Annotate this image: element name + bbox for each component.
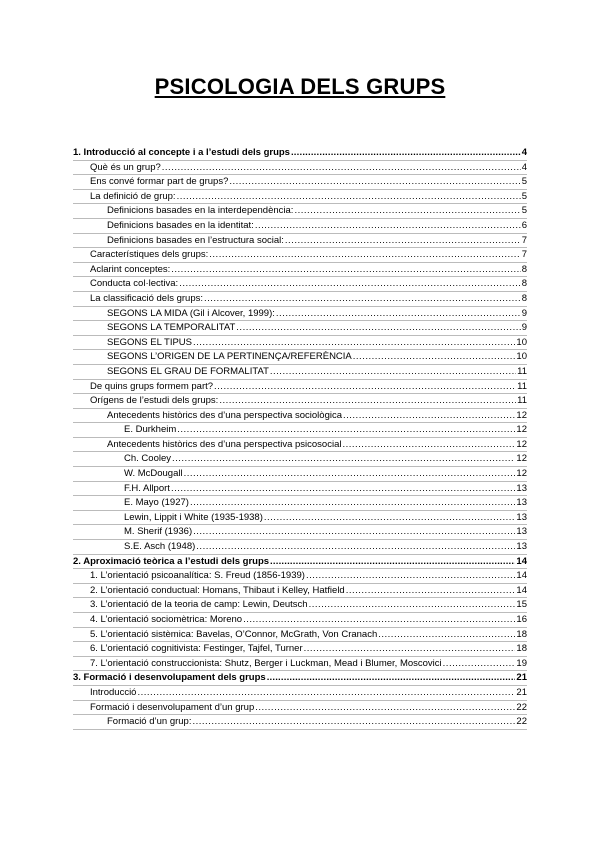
toc-leader-dots — [346, 584, 516, 599]
toc-entry-label: SEGONS EL GRAU DE FORMALITAT — [107, 365, 269, 377]
toc-entry-label: 3. L’orientació de la teoria de camp: Lewin, Deutsch — [90, 599, 308, 611]
toc-entry-label: 5. L’orientació sistèmica: Bavelas, O’Connor, McGrath, Von Cranach — [90, 628, 378, 640]
toc-entry-label: SEGONS LA TEMPORALITAT — [107, 322, 236, 334]
toc-leader-dots — [229, 175, 520, 190]
toc-entry[interactable] — [73, 525, 527, 540]
toc-leader-dots — [294, 204, 520, 219]
page-title: PSICOLOGIA DELS GRUPS — [154, 74, 446, 99]
toc-leader-dots — [270, 555, 515, 570]
toc-entry-label: W. McDougall — [124, 468, 183, 480]
toc-entry-label: Antecedents històrics des d’una perspectiva psicosocial — [107, 438, 342, 450]
toc-leader-dots — [342, 438, 515, 453]
toc-entry[interactable] — [73, 438, 527, 453]
toc-entry-label: 2. L’orientació conductual: Homans, Thibaut i Kelley, Hatfield — [90, 584, 345, 596]
toc-entry-page-number: 8 — [521, 292, 527, 304]
toc-leader-dots — [270, 365, 516, 380]
toc-leader-dots — [171, 263, 520, 278]
toc-entry[interactable] — [73, 146, 527, 161]
toc-entry[interactable] — [73, 452, 527, 467]
toc-entry-label: E. Mayo (1927) — [124, 497, 189, 509]
toc-leader-dots — [255, 701, 515, 716]
toc-entry-page-number: 4 — [521, 147, 527, 158]
toc-leader-dots — [196, 540, 515, 555]
toc-entry[interactable] — [73, 423, 527, 438]
toc-entry-page-number: 22 — [516, 701, 527, 713]
toc-entry-page-number: 9 — [521, 307, 527, 319]
toc-entry[interactable] — [73, 234, 527, 249]
toc-entry-page-number: 12 — [516, 409, 527, 421]
toc-entry[interactable] — [73, 715, 527, 730]
toc-entry-page-number: 9 — [521, 322, 527, 334]
toc-entry-label: S.E. Asch (1948) — [124, 541, 196, 553]
toc-leader-dots — [353, 350, 516, 365]
toc-entry-label: Introducció — [90, 686, 137, 698]
toc-leader-dots — [190, 496, 515, 511]
toc-entry-page-number: 13 — [516, 541, 527, 553]
toc-entry-label: Què és un grup? — [90, 161, 161, 173]
toc-entry-label: Conducta col·lectiva: — [90, 278, 179, 290]
toc-entry-label: Ch. Cooley — [124, 453, 171, 465]
toc-entry[interactable] — [73, 642, 527, 657]
toc-entry[interactable] — [73, 292, 527, 307]
toc-entry-label: De quins grups formem part? — [90, 380, 214, 392]
toc-entry-page-number: 8 — [521, 278, 527, 290]
toc-entry-label: Orígens de l’estudi dels grups: — [90, 395, 219, 407]
toc-entry-page-number: 12 — [516, 438, 527, 450]
toc-leader-dots — [179, 277, 521, 292]
toc-entry[interactable] — [73, 336, 527, 351]
toc-entry-label: La classificació dels grups: — [90, 292, 203, 304]
toc-entry-page-number: 19 — [516, 657, 527, 669]
toc-entry-label: 1. Introducció al concepte i a l’estudi dels grups — [73, 147, 290, 158]
toc-entry-label: Definicions basades en la interdependència: — [107, 205, 294, 217]
toc-entry[interactable] — [73, 263, 527, 278]
toc-entry[interactable] — [73, 409, 527, 424]
toc-leader-dots — [291, 146, 521, 161]
toc-entry[interactable] — [73, 219, 527, 234]
toc-leader-dots — [192, 715, 515, 730]
toc-entry-page-number: 10 — [516, 351, 527, 363]
toc-entry-page-number: 6 — [521, 219, 527, 231]
toc-entry-page-number: 22 — [516, 716, 527, 728]
toc-leader-dots — [236, 321, 520, 336]
toc-entry-page-number: 21 — [516, 686, 527, 698]
toc-entry-label: SEGONS LA MIDA (Gil i Alcover, 1999): — [107, 307, 275, 319]
toc-leader-dots — [378, 628, 515, 643]
toc-entry[interactable] — [73, 248, 527, 263]
toc-leader-dots — [309, 598, 516, 613]
toc-entry[interactable] — [73, 350, 527, 365]
toc-leader-dots — [209, 248, 520, 263]
toc-entry-page-number: 13 — [516, 526, 527, 538]
toc-leader-dots — [219, 394, 516, 409]
toc-entry-label: 4. L’orientació sociomètrica: Moreno — [90, 614, 243, 625]
toc-entry-page-number: 12 — [516, 468, 527, 480]
toc-entry-page-number: 12 — [516, 453, 527, 465]
toc-entry-page-number: 5 — [521, 205, 527, 217]
toc-entry-page-number: 14 — [516, 584, 527, 596]
toc-leader-dots — [162, 161, 521, 176]
toc-entry-label: La definició de grup: — [90, 190, 176, 202]
toc-entry-label: 2. Aproximació teòrica a l’estudi dels grups — [73, 555, 270, 567]
toc-entry-page-number: 7 — [521, 249, 527, 261]
toc-entry-page-number: 18 — [516, 628, 527, 640]
toc-entry-label: Definicions basades en la identitat: — [107, 219, 254, 231]
toc-entry[interactable] — [73, 161, 527, 176]
toc-entry-page-number: 16 — [516, 614, 527, 625]
toc-entry-page-number: 21 — [516, 672, 527, 684]
toc-entry-page-number: 13 — [516, 482, 527, 494]
toc-entry[interactable] — [73, 277, 527, 292]
toc-leader-dots — [276, 307, 521, 322]
toc-entry[interactable] — [73, 307, 527, 322]
toc-leader-dots — [304, 642, 516, 657]
toc-entry-label: Definicions basades en l’estructura social: — [107, 234, 284, 246]
toc-entry-label: Ens convé formar part de grups? — [90, 176, 229, 188]
toc-leader-dots — [285, 234, 521, 249]
toc-entry[interactable] — [73, 482, 527, 497]
toc-entry[interactable] — [73, 511, 527, 526]
toc-entry-label: Formació i desenvolupament d’un grup — [90, 701, 255, 713]
toc-entry-label: 7. L’orientació construccionista: Shutz, Berger i Luckman, Mead i Blumer, Moscovici — [90, 657, 442, 669]
toc-entry[interactable] — [73, 380, 527, 395]
toc-entry-page-number: 14 — [516, 570, 527, 582]
toc-entry[interactable] — [73, 701, 527, 716]
toc-leader-dots — [193, 336, 515, 351]
toc-entry[interactable] — [73, 321, 527, 336]
toc-entry[interactable] — [73, 686, 527, 701]
toc-entry[interactable] — [73, 628, 527, 643]
toc-leader-dots — [255, 219, 521, 234]
toc-entry-page-number: 5 — [521, 176, 527, 188]
toc-leader-dots — [343, 409, 515, 424]
toc-leader-dots — [171, 482, 515, 497]
toc-entry-label: SEGONS EL TIPUS — [107, 336, 192, 348]
toc-entry-label: 1. L’orientació psicoanalítica: S. Freud (1856-1939) — [90, 570, 305, 582]
toc-entry[interactable] — [73, 467, 527, 482]
toc-entry-label: 3. Formació i desenvolupament dels grups — [73, 672, 266, 684]
toc-entry-page-number: 13 — [516, 511, 527, 523]
table-of-contents — [73, 146, 527, 730]
toc-entry[interactable] — [73, 496, 527, 511]
toc-leader-dots — [306, 569, 515, 584]
toc-entry-label: 6. L’orientació cognitivista: Festinger, Tajfel, Turner — [90, 643, 303, 655]
toc-leader-dots — [214, 380, 516, 395]
toc-entry-page-number: 14 — [516, 555, 527, 567]
toc-leader-dots — [184, 467, 516, 482]
toc-entry-page-number: 10 — [516, 336, 527, 348]
toc-leader-dots — [172, 452, 515, 467]
toc-entry[interactable] — [73, 365, 527, 380]
toc-entry[interactable] — [73, 394, 527, 409]
toc-leader-dots — [137, 686, 515, 701]
toc-entry-label: M. Sherif (1936) — [124, 526, 193, 538]
toc-leader-dots — [204, 292, 521, 307]
toc-entry-page-number: 11 — [517, 365, 527, 377]
toc-entry[interactable] — [73, 204, 527, 219]
toc-leader-dots — [267, 671, 516, 686]
toc-entry[interactable] — [73, 671, 527, 686]
toc-entry-label: F.H. Allport — [124, 482, 170, 494]
toc-entry-page-number: 11 — [517, 395, 527, 407]
toc-entry-page-number: 11 — [517, 380, 527, 392]
toc-leader-dots — [177, 190, 521, 205]
toc-entry[interactable] — [73, 555, 527, 570]
toc-entry[interactable] — [73, 613, 527, 628]
toc-entry-label: Formació d’un grup: — [107, 716, 192, 728]
toc-entry-page-number: 8 — [521, 263, 527, 275]
toc-entry[interactable] — [73, 598, 527, 613]
toc-leader-dots — [443, 657, 516, 672]
toc-entry-label: SEGONS L’ORIGEN DE LA PERTINENÇA/REFERÈNCIA — [107, 351, 352, 363]
toc-entry[interactable] — [73, 190, 527, 205]
toc-entry-label: Antecedents històrics des d’una perspectiva sociològica — [107, 409, 342, 421]
toc-entry-page-number: 18 — [516, 643, 527, 655]
toc-leader-dots — [177, 423, 515, 438]
toc-entry-label: Característiques dels grups: — [90, 249, 209, 261]
toc-entry-page-number: 7 — [521, 234, 527, 246]
toc-entry-label: Aclarint conceptes: — [90, 263, 171, 275]
toc-entry-label: E. Durkheim — [124, 424, 177, 436]
toc-entry-page-number: 15 — [516, 599, 527, 611]
toc-leader-dots — [243, 613, 515, 628]
toc-entry-page-number: 13 — [516, 497, 527, 509]
toc-entry[interactable] — [73, 540, 527, 555]
toc-entry-label: Lewin, Lippit i White (1935-1938) — [124, 511, 263, 523]
toc-row-divider — [73, 729, 527, 730]
toc-leader-dots — [193, 525, 515, 540]
toc-entry[interactable] — [73, 657, 527, 672]
toc-entry-page-number: 12 — [516, 424, 527, 436]
toc-leader-dots — [264, 511, 516, 526]
toc-entry[interactable] — [73, 175, 527, 190]
toc-entry[interactable] — [73, 569, 527, 584]
toc-entry-page-number: 4 — [521, 161, 527, 173]
toc-entry-page-number: 5 — [521, 190, 527, 202]
toc-entry[interactable] — [73, 584, 527, 599]
